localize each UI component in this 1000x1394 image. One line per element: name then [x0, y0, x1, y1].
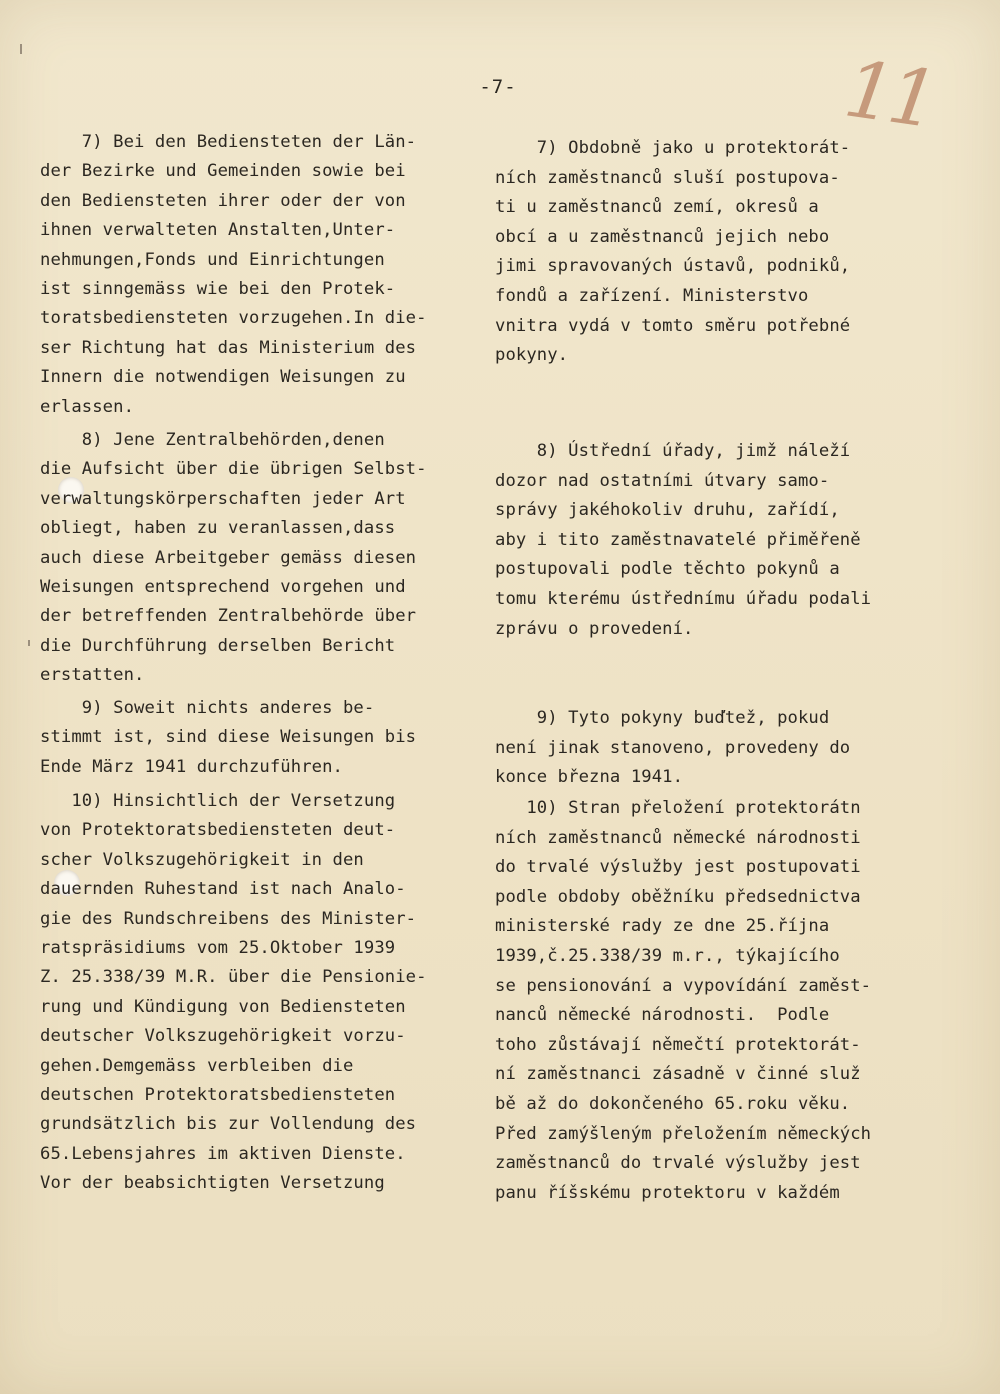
text-line: toratsbediensteten vorzugehen.In die- — [40, 308, 427, 329]
text-line: panu říšskému protektoru v každém — [495, 1182, 840, 1203]
paragraph — [40, 694, 416, 782]
text-line: obcí a u zaměstnanců jejich nebo — [495, 226, 830, 247]
paragraph — [40, 787, 427, 1199]
text-line: postupovali podle těchto pokynů a — [495, 559, 840, 580]
text-line: die Durchführung derselben Bericht — [40, 635, 396, 656]
text-line: ministerské rady ze dne 25.října — [495, 916, 830, 937]
paragraph — [495, 704, 850, 793]
text-line: konce března 1941. — [495, 767, 684, 788]
text-line: gie des Rundschreibens des Minister- — [40, 908, 417, 929]
text-line: 9) Tyto pokyny buďtež, pokud — [495, 708, 830, 728]
paragraph — [495, 134, 850, 371]
text-line: Vor der beabsichtigten Versetzung — [40, 1173, 385, 1194]
page-number: -7- — [479, 76, 517, 98]
paragraph — [495, 794, 871, 1208]
text-line: zprávu o provedení. — [495, 618, 694, 639]
text-line: gehen.Demgemäss verbleiben die — [40, 1055, 354, 1076]
paragraph — [495, 437, 871, 644]
text-line: pokyny. — [495, 345, 569, 366]
text-line: stimmt ist, sind diese Weisungen bis — [40, 727, 417, 748]
text-line: ních zaměstnanců německé národnosti — [495, 827, 861, 848]
text-line: nanců německé národnosti. Podle — [495, 1005, 830, 1026]
text-line: die Aufsicht über die übrigen Selbst- — [40, 459, 427, 480]
edge-mark — [20, 44, 22, 54]
text-line: grundsätzlich bis zur Vollendung des — [40, 1114, 417, 1135]
text-line: není jinak stanoveno, provedeny do — [495, 737, 851, 758]
text-line: tomu kterému ústřednímu úřadu podali — [495, 588, 872, 609]
text-line: den Bediensteten ihrer oder der von — [40, 190, 406, 211]
text-line: dauernden Ruhestand ist nach Analo- — [40, 879, 406, 900]
text-line: Z. 25.338/39 M.R. über die Pensionie- — [40, 967, 427, 988]
text-line: bě až do dokončeného 65.roku věku. — [495, 1093, 851, 1114]
text-line: rung und Kündigung von Bediensteten — [40, 996, 406, 1017]
text-line: 10) Stran přeložení protektorátn — [495, 798, 861, 818]
text-line: aby i tito zaměstnavatelé přiměřeně — [495, 529, 861, 550]
text-line: scher Volkszugehörigkeit in den — [40, 849, 364, 870]
text-line: ti u zaměstnanců zemí, okresů a — [495, 197, 819, 218]
text-line: dozor nad ostatními útvary samo- — [495, 470, 830, 491]
text-line: se pensionování a vypovídání zaměst- — [495, 975, 872, 996]
paragraph — [40, 426, 427, 691]
text-line: deutscher Volkszugehörigkeit vorzu- — [40, 1026, 406, 1047]
text-line: toho zůstávají němečtí protektorát- — [495, 1034, 861, 1055]
text-line: 7) Obdobně jako u protektorát- — [495, 138, 851, 158]
text-line: do trvalé výslužby jest postupovati — [495, 857, 861, 878]
text-line: 1939,č.25.338/39 m.r., týkajícího — [495, 945, 840, 966]
text-line: Ende März 1941 durchzuführen. — [40, 756, 343, 777]
text-line: 10) Hinsichtlich der Versetzung — [40, 791, 396, 811]
text-line: Weisungen entsprechend vorgehen und — [40, 577, 406, 598]
text-line: ní zaměstnanci zásadně v činné služ — [495, 1064, 861, 1085]
text-line: fondů a zařízení. Ministerstvo — [495, 285, 809, 306]
text-line: von Protektoratsbediensteten deut- — [40, 820, 396, 841]
text-line: ist sinngemäss wie bei den Protek- — [40, 279, 396, 300]
text-line: 8) Jene Zentralbehörden,denen — [40, 430, 385, 450]
text-line: Před zamýšleným přeložením německých — [495, 1123, 872, 1144]
text-line: ních zaměstnanců sluší postupova- — [495, 167, 840, 188]
text-line: vnitra vydá v tomto směru potřebné — [495, 315, 851, 336]
text-line: deutschen Protektoratsbediensteten — [40, 1085, 396, 1106]
text-line: der betreffenden Zentralbehörde über — [40, 606, 417, 627]
text-line: 8) Ústřední úřady, jimž náleží — [495, 441, 851, 461]
text-line: jimi spravovaných ústavů, podniků, — [495, 256, 851, 277]
text-line: erlassen. — [40, 396, 135, 417]
text-line: erstatten. — [40, 665, 145, 686]
text-line: ser Richtung hat das Ministerium des — [40, 337, 417, 358]
text-line: 65.Lebensjahres im aktiven Dienste. — [40, 1143, 406, 1164]
text-line: 9) Soweit nichts anderes be- — [40, 698, 375, 718]
text-line: nehmungen,Fonds und Einrichtungen — [40, 249, 385, 270]
text-line: zaměstnanců do trvalé výslužby jest — [495, 1153, 861, 1174]
handwritten-folio-number: 11 — [839, 44, 939, 146]
text-line: obliegt, haben zu veranlassen,dass — [40, 518, 396, 539]
text-line: der Bezirke und Gemeinden sowie bei — [40, 161, 406, 182]
text-line: správy jakéhokoliv druhu, zařídí, — [495, 500, 840, 521]
text-line: ihnen verwalteten Anstalten,Unter- — [40, 220, 396, 241]
text-line: Innern die notwendigen Weisungen zu — [40, 367, 406, 388]
text-line: auch diese Arbeitgeber gemäss diesen — [40, 547, 417, 568]
text-line: ratspräsidiums vom 25.Oktober 1939 — [40, 938, 396, 959]
text-line: verwaltungskörperschaften jeder Art — [40, 488, 406, 509]
paragraph — [40, 128, 427, 422]
text-line: podle obdoby oběžníku předsednictva — [495, 886, 861, 907]
edge-mark — [28, 640, 30, 646]
text-line: 7) Bei den Bediensteten der Län- — [40, 132, 417, 152]
